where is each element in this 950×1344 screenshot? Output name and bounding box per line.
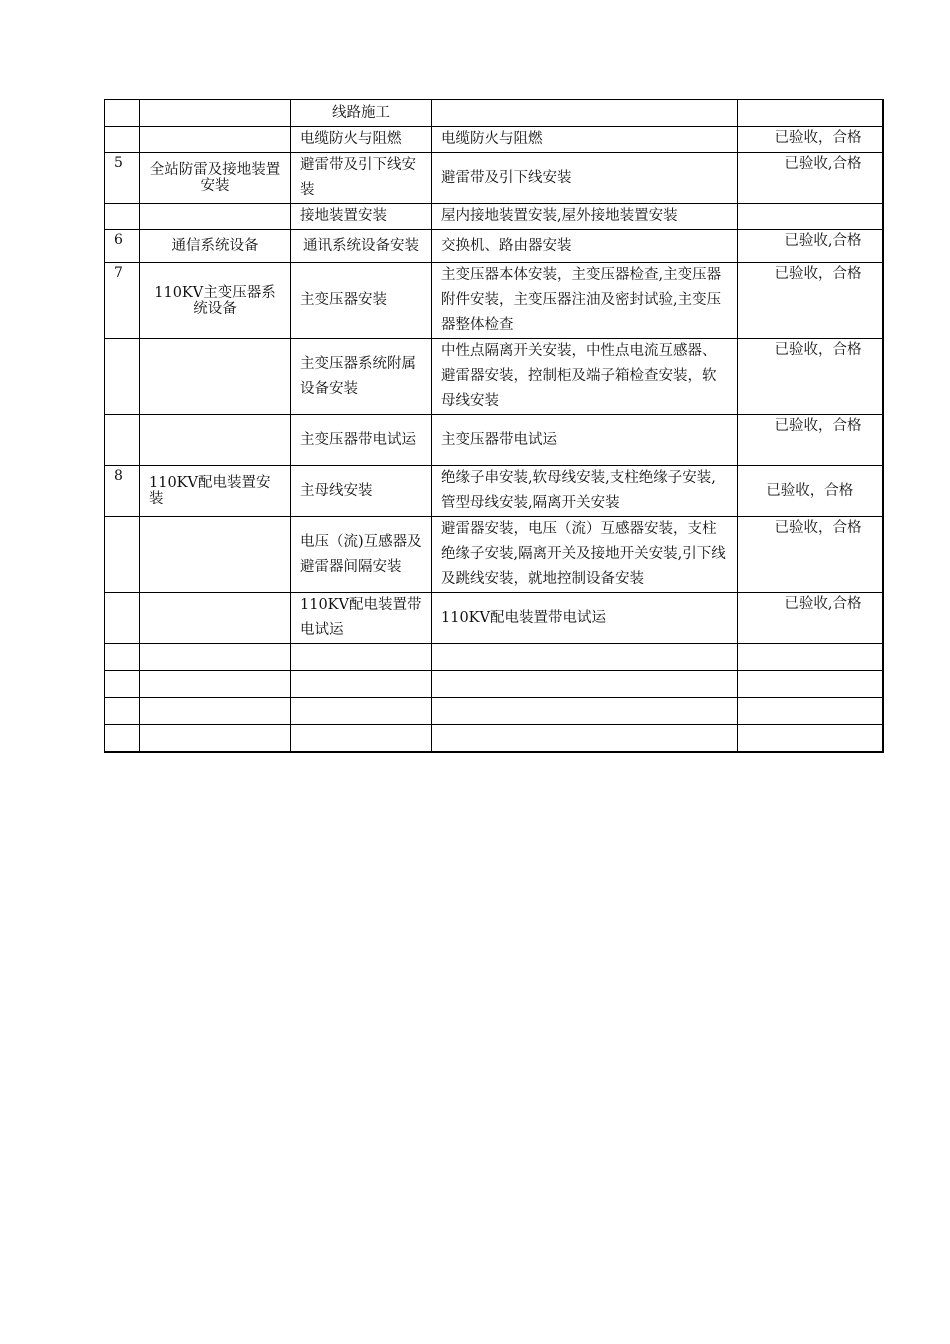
empty-cell: [738, 644, 883, 671]
row-number: 8: [105, 466, 140, 517]
work-content: [432, 100, 738, 127]
table-row: [105, 153, 883, 204]
empty-cell: [291, 671, 432, 698]
empty-cell: [291, 644, 432, 671]
empty-cell: [105, 725, 140, 752]
table-row: [105, 263, 883, 339]
work-content: 交换机、路由器安装: [432, 230, 738, 263]
project-name: 110KV主变压器系统设备: [140, 263, 291, 339]
sub-item: 通讯系统设备安装: [291, 230, 432, 263]
table-row: [105, 415, 883, 466]
project-name: 全站防雷及接地装置安装: [140, 153, 291, 204]
acceptance-result: 已验收,合格: [738, 153, 883, 204]
acceptance-result: 已验收，合格: [738, 263, 883, 339]
sub-item: 主变压器带电试运: [291, 415, 432, 466]
empty-cell: [432, 698, 738, 725]
work-content: 屋内接地装置安装,屋外接地装置安装: [432, 204, 738, 230]
acceptance-result: 已验收，合格: [738, 127, 883, 153]
sub-item: 主变压器系统附属设备安装: [291, 339, 432, 415]
work-content: 主变压器本体安装，主变压器检查,主变压器附件安装，主变压器注油及密封试验,主变压器整体检查: [432, 263, 738, 339]
empty-cell: [105, 698, 140, 725]
empty-row: [105, 725, 883, 752]
project-name: [140, 100, 291, 127]
work-content: 绝缘子串安装,软母线安装,支柱绝缘子安装,管型母线安装,隔离开关安装: [432, 466, 738, 517]
row-number: 7: [105, 263, 140, 339]
empty-cell: [738, 671, 883, 698]
sub-item: 接地装置安装: [291, 204, 432, 230]
table-row: [105, 517, 883, 593]
project-name: [140, 415, 291, 466]
empty-cell: [291, 725, 432, 752]
table-row: [105, 100, 883, 127]
table-row: [105, 593, 883, 644]
empty-cell: [140, 671, 291, 698]
empty-cell: [291, 698, 432, 725]
row-number: 5: [105, 153, 140, 204]
empty-cell: [432, 725, 738, 752]
row-number: [105, 415, 140, 466]
empty-cell: [432, 644, 738, 671]
acceptance-result: 已验收，合格: [738, 466, 883, 517]
table-row: [105, 339, 883, 415]
empty-cell: [738, 698, 883, 725]
project-name: 通信系统设备: [140, 230, 291, 263]
sub-item: 主母线安装: [291, 466, 432, 517]
acceptance-result: 已验收，合格: [738, 415, 883, 466]
work-content: 电缆防火与阻燃: [432, 127, 738, 153]
empty-cell: [140, 698, 291, 725]
row-number: [105, 100, 140, 127]
row-number: [105, 127, 140, 153]
empty-cell: [738, 725, 883, 752]
project-name: [140, 127, 291, 153]
project-name: [140, 339, 291, 415]
table-row: [105, 204, 883, 230]
project-name: [140, 204, 291, 230]
empty-cell: [105, 671, 140, 698]
work-content: 主变压器带电试运: [432, 415, 738, 466]
row-number: [105, 339, 140, 415]
work-content: 避雷带及引下线安装: [432, 153, 738, 204]
work-content: 110KV配电装置带电试运: [432, 593, 738, 644]
project-name: [140, 517, 291, 593]
acceptance-result: 已验收，合格: [738, 517, 883, 593]
sub-item: 电缆防火与阻燃: [291, 127, 432, 153]
acceptance-table: [104, 99, 884, 753]
empty-cell: [140, 725, 291, 752]
acceptance-result: 已验收,合格: [738, 230, 883, 263]
empty-row: [105, 644, 883, 671]
row-number: [105, 204, 140, 230]
acceptance-result: 已验收，合格: [738, 339, 883, 415]
row-number: [105, 517, 140, 593]
empty-row: [105, 671, 883, 698]
work-content: 避雷器安装，电压（流）互感器安装，支柱绝缘子安装,隔离开关及接地开关安装,引下线及跳线安装，就地控制设备安装: [432, 517, 738, 593]
project-name: [140, 593, 291, 644]
row-number: [105, 593, 140, 644]
empty-cell: [432, 671, 738, 698]
sub-item: 主变压器安装: [291, 263, 432, 339]
acceptance-result: 已验收,合格: [738, 593, 883, 644]
acceptance-table-page: [104, 99, 884, 753]
table-row: [105, 127, 883, 153]
empty-row: [105, 698, 883, 725]
empty-cell: [140, 644, 291, 671]
sub-item: 避雷带及引下线安装: [291, 153, 432, 204]
sub-item: 电压（流)互感器及避雷器间隔安装: [291, 517, 432, 593]
table-row: [105, 230, 883, 263]
work-content: 中性点隔离开关安装，中性点电流互感器、避雷器安装，控制柜及端子箱检查安装，软母线安装: [432, 339, 738, 415]
row-number: 6: [105, 230, 140, 263]
acceptance-result: [738, 100, 883, 127]
empty-cell: [105, 644, 140, 671]
acceptance-result: [738, 204, 883, 230]
table-row: [105, 466, 883, 517]
sub-item: 110KV配电装置带电试运: [291, 593, 432, 644]
sub-item: 线路施工: [291, 100, 432, 127]
project-name: 110KV配电装置安装: [140, 466, 291, 517]
